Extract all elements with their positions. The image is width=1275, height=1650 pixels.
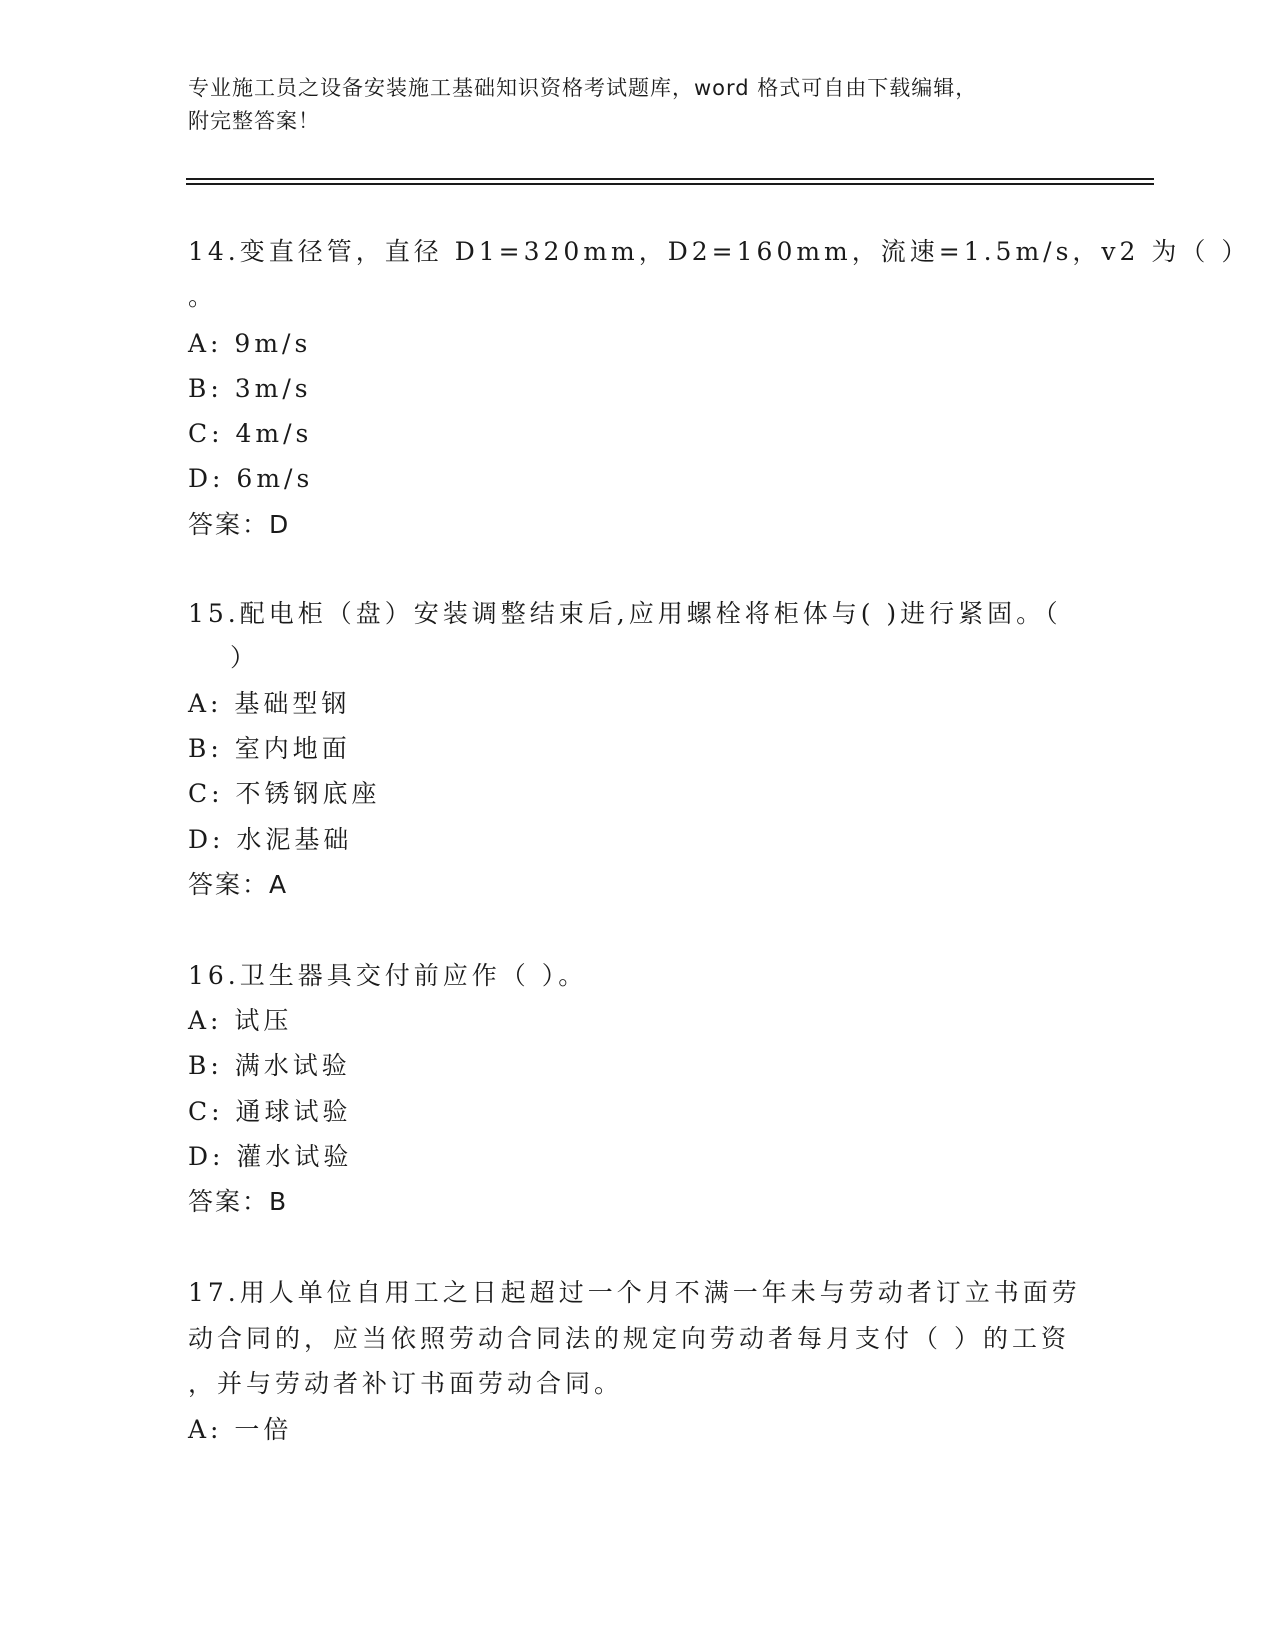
question-17-option-a: A: 一倍 <box>188 1415 293 1444</box>
question-16-option-c: C: 通球试验 <box>188 1097 352 1126</box>
question-17-stem-line-1: 17.用人单位自用工之日起超过一个月不满一年未与劳动者订立书面劳 <box>188 1278 1081 1307</box>
question-14-stem-line-2: 。 <box>188 282 218 311</box>
question-14-option-a: A: 9m/s <box>188 329 312 358</box>
question-14-stem-line-1: 14.变直径管，直径 D1=320mm，D2=160mm，流速=1.5m/s，v2 为（ ） <box>188 237 1251 266</box>
question-15-option-a: A: 基础型钢 <box>188 689 351 718</box>
question-15-stem-line-2: ） <box>230 643 260 672</box>
question-15-option-d: D: 水泥基础 <box>188 825 353 854</box>
question-16-option-a: A: 试压 <box>188 1006 293 1035</box>
question-16-option-d: D: 灌水试验 <box>188 1142 353 1171</box>
question-15-stem-line-1: 15.配电柜（盘）安装调整结束后,应用螺栓将柜体与( )进行紧固。（ <box>188 599 1062 628</box>
header-line-2: 附完整答案！ <box>188 109 320 133</box>
question-14-option-d: D: 6m/s <box>188 464 314 493</box>
question-15-option-c: C: 不锈钢底座 <box>188 779 381 808</box>
document-header <box>188 72 1088 138</box>
question-14-option-c: C: 4m/s <box>188 419 313 448</box>
question-14-answer: 答案：D <box>188 510 291 539</box>
question-16-option-b: B: 满水试验 <box>188 1051 351 1080</box>
header-line-1: 专业施工员之设备安装施工基础知识资格考试题库，word 格式可自由下载编辑， <box>188 76 978 100</box>
question-15-option-b: B: 室内地面 <box>188 734 351 763</box>
header-rule-bottom <box>186 183 1154 185</box>
header-rule-top <box>186 178 1154 180</box>
question-16-answer: 答案：B <box>188 1187 289 1216</box>
question-17-stem-line-3: ，并与劳动者补订书面劳动合同。 <box>188 1369 624 1398</box>
question-14-option-b: B: 3m/s <box>188 374 312 403</box>
question-16-stem-line-1: 16.卫生器具交付前应作（ ）。 <box>188 961 588 990</box>
question-15-answer: 答案：A <box>188 870 289 899</box>
question-17-stem-line-2: 动合同的，应当依照劳动合同法的规定向劳动者每月支付（ ）的工资 <box>188 1324 1070 1353</box>
